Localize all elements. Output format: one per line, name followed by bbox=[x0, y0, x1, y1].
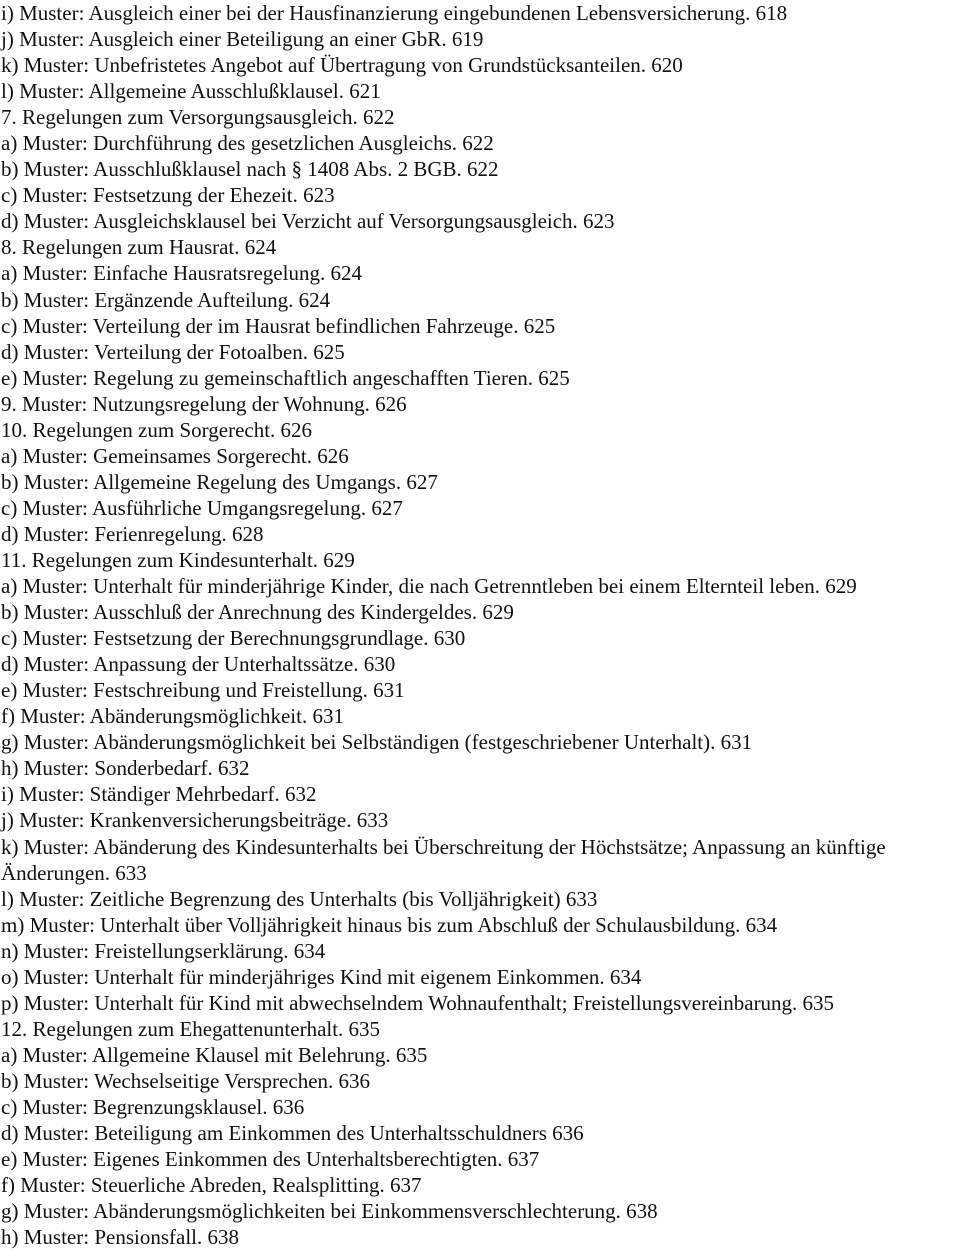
toc-entry: 12. Regelungen zum Ehegattenunterhalt. 635 bbox=[1, 1016, 381, 1041]
toc-entry: Änderungen. 633 bbox=[1, 860, 147, 885]
toc-entry: h) Muster: Pensionsfall. 638 bbox=[1, 1225, 239, 1250]
toc-entry: j) Muster: Ausgleich einer Beteiligung an einer GbR. 619 bbox=[1, 27, 484, 52]
toc-entry: j) Muster: Krankenversicherungsbeiträge. 633 bbox=[1, 808, 389, 833]
toc-entry: h) Muster: Sonderbedarf. 632 bbox=[1, 756, 250, 781]
toc-entry: c) Muster: Verteilung der im Hausrat befindlichen Fahrzeuge. 625 bbox=[1, 313, 556, 338]
toc-entry: p) Muster: Unterhalt für Kind mit abwechselndem Wohnaufenthalt; Freistellungsvereinbarung. 635 bbox=[1, 990, 835, 1015]
toc-entry: n) Muster: Freistellungserklärung. 634 bbox=[1, 938, 326, 963]
toc-entry: c) Muster: Ausführliche Umgangsregelung. 627 bbox=[1, 495, 403, 520]
toc-entry: a) Muster: Unterhalt für minderjährige Kinder, die nach Getrenntleben bei einem Elternteil leben. 629 bbox=[1, 574, 857, 599]
toc-entry: k) Muster: Unbefristetes Angebot auf Übertragung von Grundstücksanteilen. 620 bbox=[1, 53, 683, 78]
toc-entry: 9. Muster: Nutzungsregelung der Wohnung. 626 bbox=[1, 391, 407, 416]
toc-entry: c) Muster: Begrenzungsklausel. 636 bbox=[1, 1094, 305, 1119]
toc-entry: d) Muster: Ferienregelung. 628 bbox=[1, 521, 264, 546]
toc-entry: e) Muster: Regelung zu gemeinschaftlich angeschafften Tieren. 625 bbox=[1, 365, 570, 390]
toc-entry: f) Muster: Abänderungsmöglichkeit. 631 bbox=[1, 704, 344, 729]
toc-entry: e) Muster: Eigenes Einkommen des Unterhaltsberechtigten. 637 bbox=[1, 1147, 540, 1172]
toc-entry: l) Muster: Allgemeine Ausschlußklausel. 621 bbox=[1, 79, 381, 104]
toc-entry: g) Muster: Abänderungsmöglichkeit bei Selbständigen (festgeschriebener Unterhalt). 631 bbox=[1, 730, 753, 755]
toc-entry: l) Muster: Zeitliche Begrenzung des Unterhalts (bis Volljährigkeit) 633 bbox=[1, 886, 598, 911]
toc-entry: b) Muster: Ausschlußklausel nach § 1408 Abs. 2 BGB. 622 bbox=[1, 157, 499, 182]
toc-entry: f) Muster: Steuerliche Abreden, Realsplitting. 637 bbox=[1, 1173, 422, 1198]
toc-entry: b) Muster: Ausschluß der Anrechnung des Kindergeldes. 629 bbox=[1, 600, 514, 625]
toc-entry: a) Muster: Gemeinsames Sorgerecht. 626 bbox=[1, 443, 349, 468]
toc-entry: 8. Regelungen zum Hausrat. 624 bbox=[1, 235, 277, 260]
toc-entry: a) Muster: Durchführung des gesetzlichen Ausgleichs. 622 bbox=[1, 131, 494, 156]
toc-entry: o) Muster: Unterhalt für minderjähriges Kind mit eigenem Einkommen. 634 bbox=[1, 964, 642, 989]
toc-entry: g) Muster: Abänderungsmöglichkeiten bei Einkommensverschlechterung. 638 bbox=[1, 1199, 658, 1224]
toc-entry: m) Muster: Unterhalt über Volljährigkeit hinaus bis zum Abschluß der Schulausbildung. 634 bbox=[1, 912, 778, 937]
toc-entry: d) Muster: Verteilung der Fotoalben. 625 bbox=[1, 339, 345, 364]
toc-entry: b) Muster: Allgemeine Regelung des Umgangs. 627 bbox=[1, 469, 438, 494]
toc-entry: 11. Regelungen zum Kindesunterhalt. 629 bbox=[1, 547, 355, 572]
toc-entry: 7. Regelungen zum Versorgungsausgleich. 622 bbox=[1, 105, 395, 130]
toc-entry: b) Muster: Ergänzende Aufteilung. 624 bbox=[1, 287, 331, 312]
toc-entry: i) Muster: Ständiger Mehrbedarf. 632 bbox=[1, 782, 317, 807]
toc-entry: 10. Regelungen zum Sorgerecht. 626 bbox=[1, 417, 313, 442]
toc-entry: d) Muster: Beteiligung am Einkommen des Unterhaltsschuldners 636 bbox=[1, 1121, 584, 1146]
toc-entry: e) Muster: Festschreibung und Freistellung. 631 bbox=[1, 678, 405, 703]
toc-entry: d) Muster: Anpassung der Unterhaltssätze. 630 bbox=[1, 652, 396, 677]
toc-entry: i) Muster: Ausgleich einer bei der Hausfinanzierung eingebundenen Lebensversicherung. 618 bbox=[1, 1, 788, 25]
toc-entry: k) Muster: Abänderung des Kindesunterhalts bei Überschreitung der Höchstsätze; Anpassung an künftige bbox=[1, 834, 886, 859]
toc-entry: d) Muster: Ausgleichsklausel bei Verzicht auf Versorgungsausgleich. 623 bbox=[1, 209, 615, 234]
toc-entry: c) Muster: Festsetzung der Ehezeit. 623 bbox=[1, 183, 335, 208]
toc-entry: b) Muster: Wechselseitige Versprechen. 636 bbox=[1, 1068, 371, 1093]
toc-entry: c) Muster: Festsetzung der Berechnungsgrundlage. 630 bbox=[1, 626, 466, 651]
toc-entry: a) Muster: Einfache Hausratsregelung. 624 bbox=[1, 261, 362, 286]
toc-entry: a) Muster: Allgemeine Klausel mit Belehrung. 635 bbox=[1, 1042, 428, 1067]
